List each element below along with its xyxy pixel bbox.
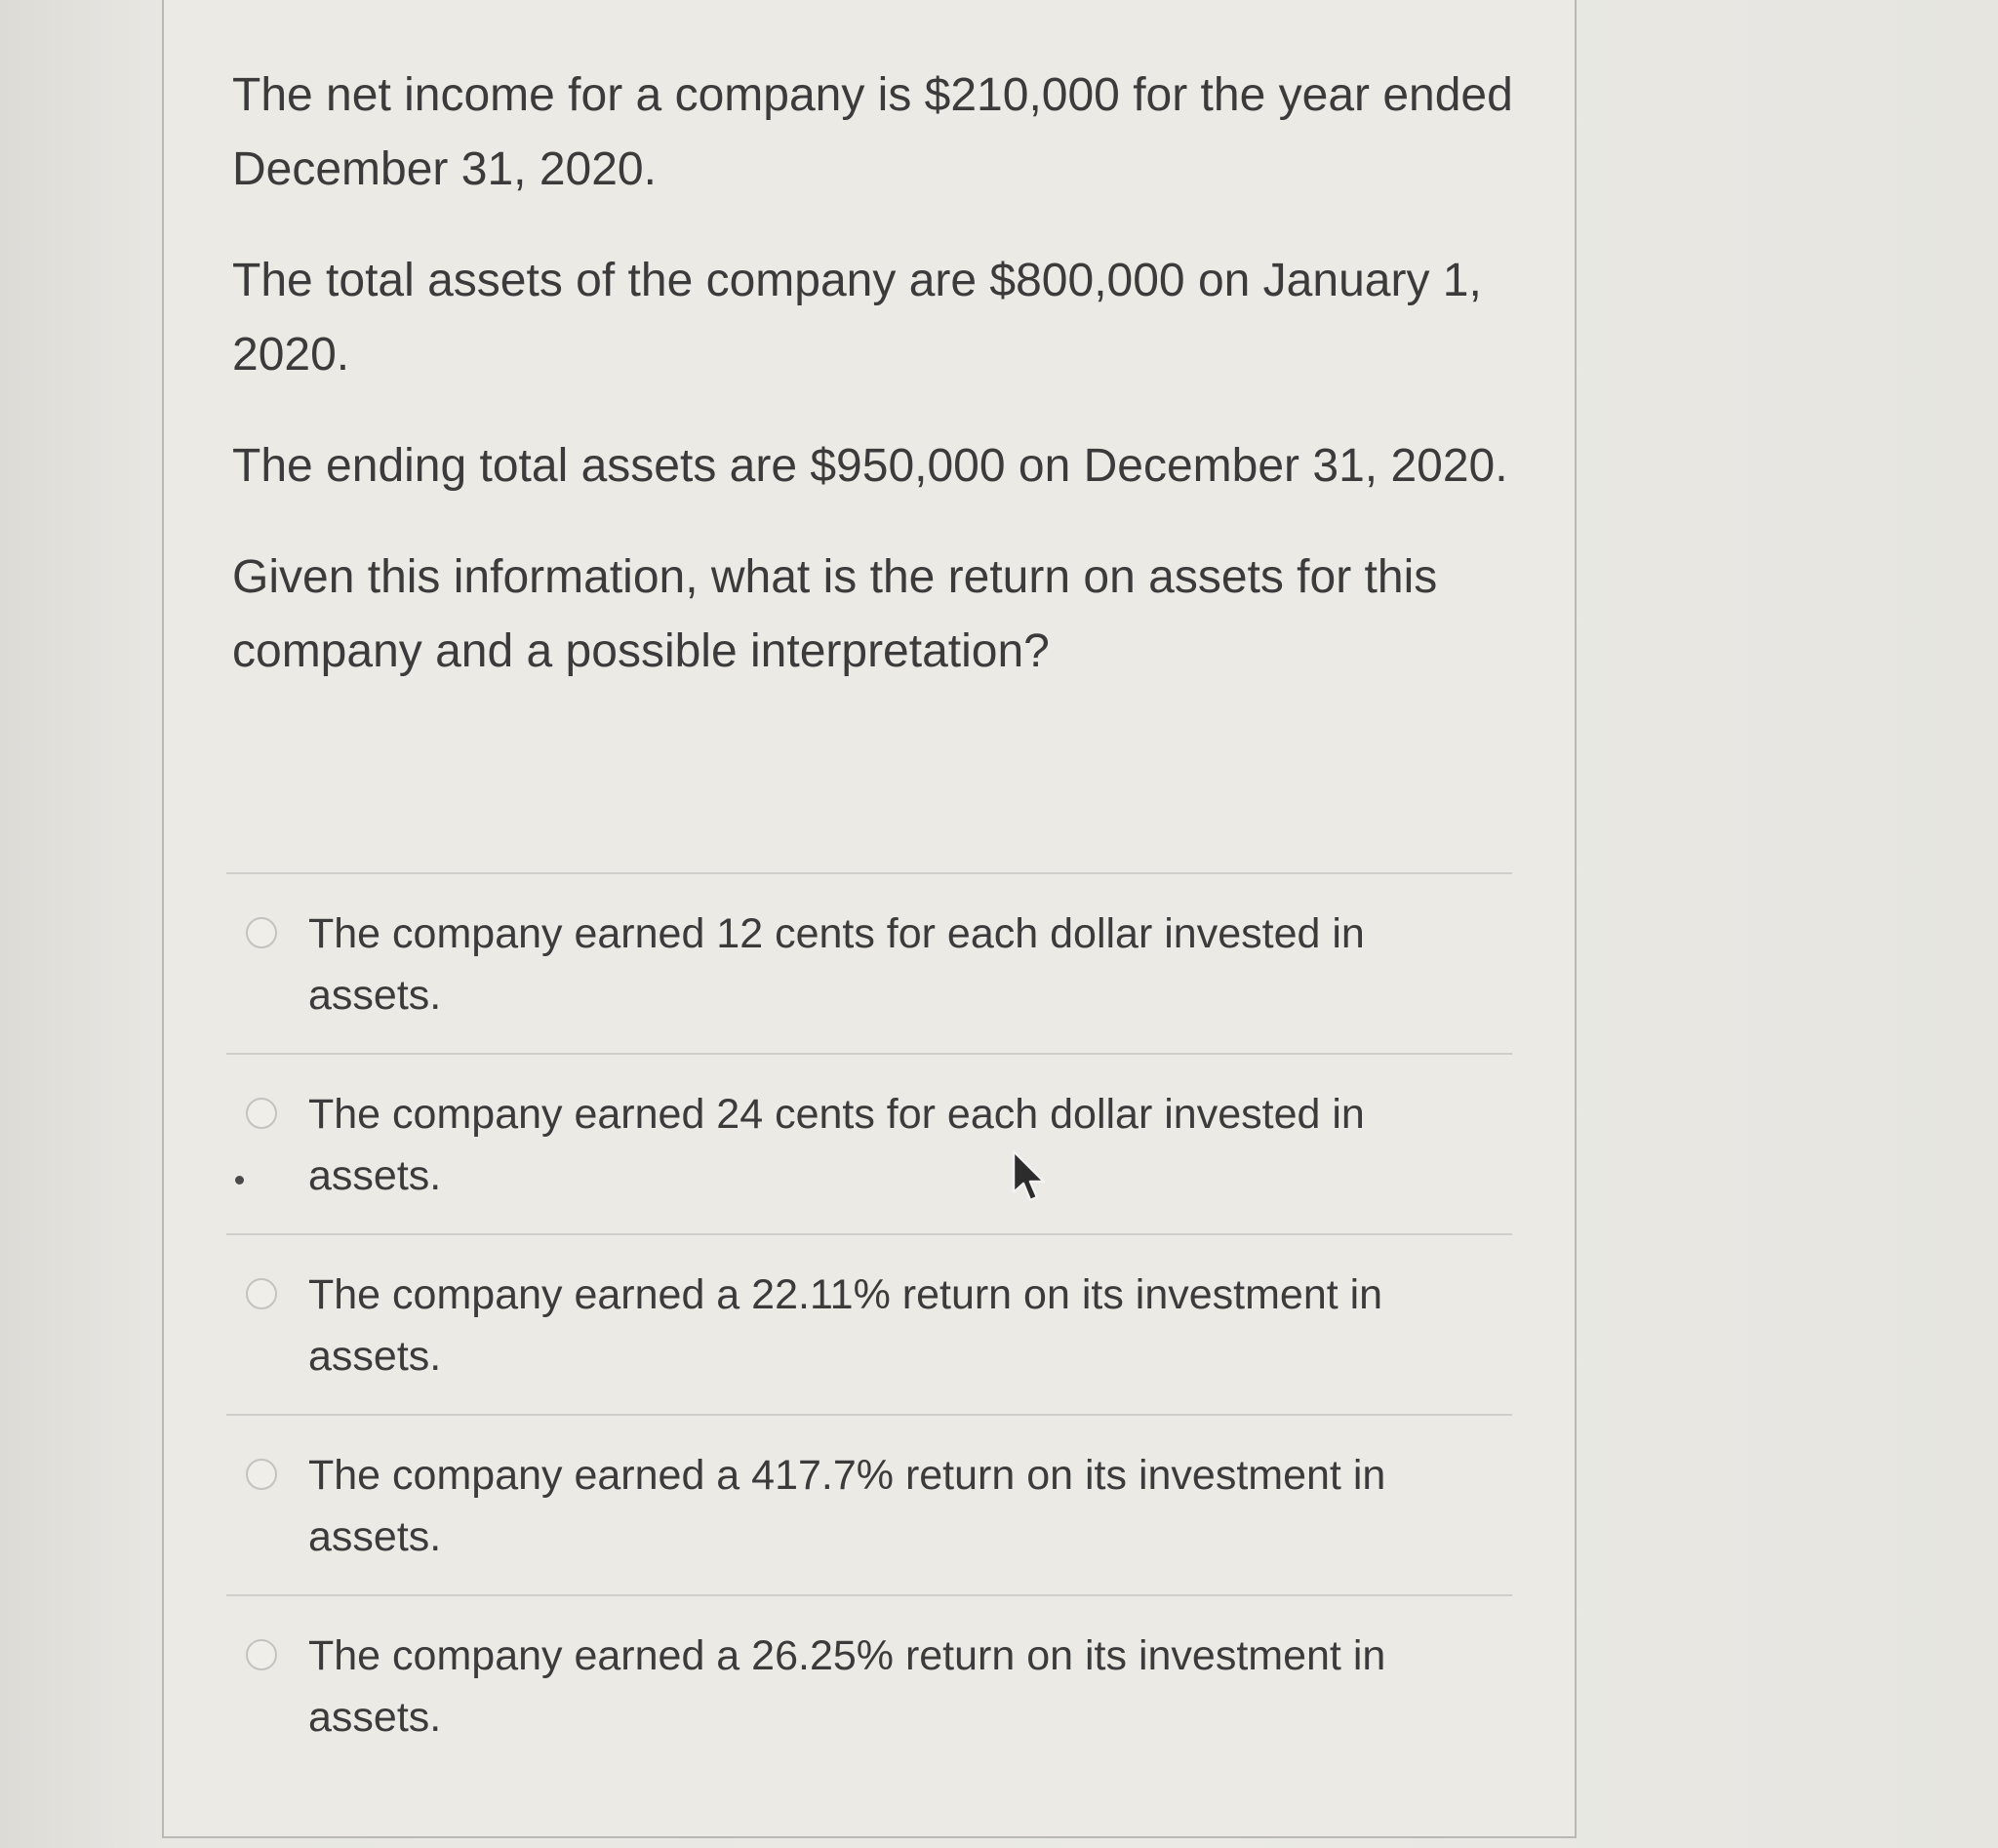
answer-option-5[interactable] [226,1596,1512,1775]
answer-option-label: The company earned a 22.11% return on its investment in assets. [308,1271,1383,1380]
answer-option-label: The company earned 12 cents for each dollar invested in assets. [308,910,1365,1019]
radio-button-icon[interactable] [246,917,277,948]
radio-button-icon[interactable] [246,1098,277,1129]
question-paragraph-ending-assets: The ending total assets are $950,000 on December 31, 2020. [232,440,1508,492]
radio-button-icon[interactable] [246,1459,277,1490]
answer-option-2[interactable] [226,1055,1512,1233]
radio-button-icon[interactable] [246,1639,277,1670]
answer-option-label: The company earned 24 cents for each dollar invested in assets. [308,1091,1365,1199]
answer-options [226,872,1512,1775]
answer-option-label: The company earned a 417.7% return on its investment in assets. [308,1452,1386,1560]
answer-option-4[interactable] [226,1416,1512,1594]
answer-option-label: The company earned a 26.25% return on its investment in assets. [308,1632,1386,1741]
radio-button-icon[interactable] [246,1278,277,1309]
answer-option-3[interactable] [226,1235,1512,1414]
question-prompt: Given this information, what is the return on assets for this company and a possible interpretation? [232,551,1438,677]
stray-dot [235,1176,244,1185]
question-paragraph-beginning-assets: The total assets of the company are $800,000 on January 1, 2020. [232,255,1482,381]
question-paragraph-net-income: The net income for a company is $210,000 for the year ended December 31, 2020. [232,69,1513,195]
mouse-pointer-icon [1011,1149,1050,1204]
question-text [232,59,1530,726]
answer-option-1[interactable] [226,874,1512,1053]
